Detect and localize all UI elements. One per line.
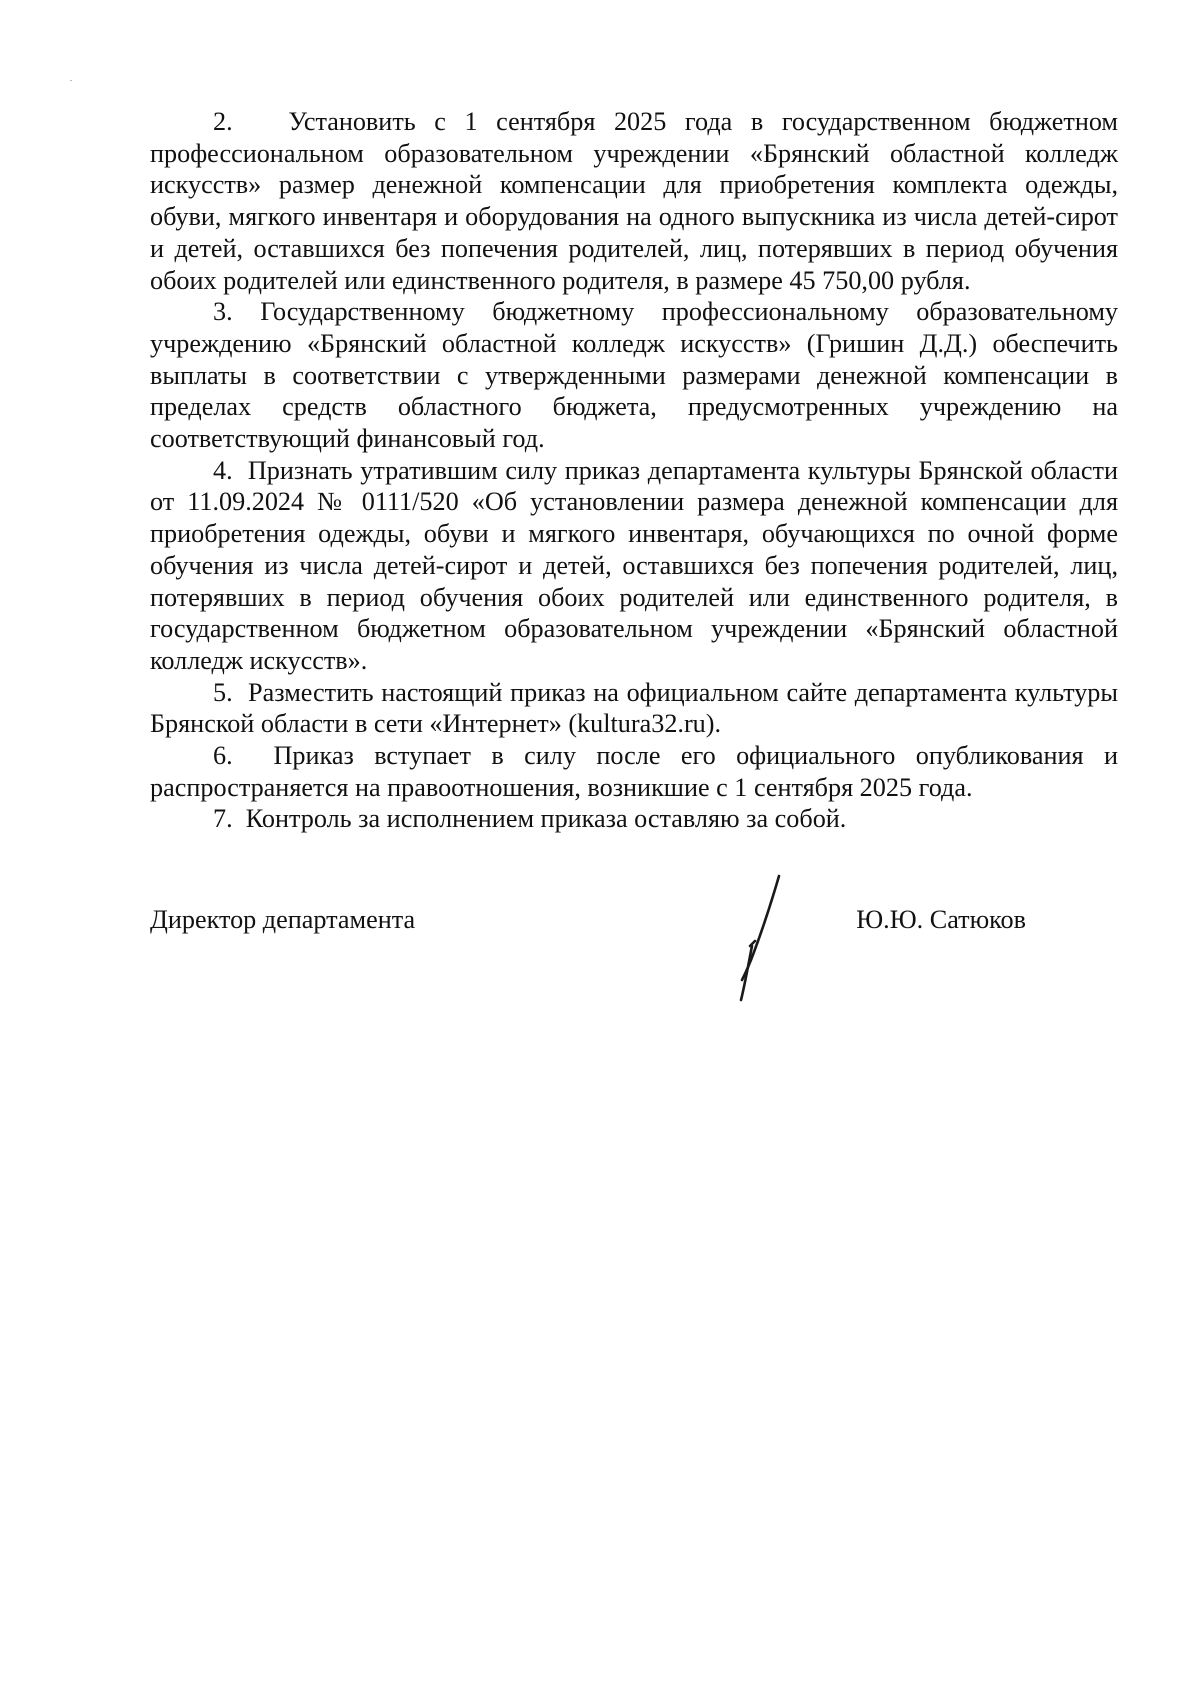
signature-block [150, 904, 1118, 944]
scan-speck [70, 80, 72, 81]
paragraph-number: 4. [213, 455, 233, 485]
paragraph-number: 6. [213, 741, 233, 771]
paragraph-5 [150, 677, 1118, 740]
paragraph-6 [150, 740, 1118, 803]
paragraph-4 [150, 455, 1118, 677]
paragraph-number: 2. [213, 107, 233, 136]
document-body [150, 106, 1118, 835]
paragraph-number: 5. [213, 677, 233, 707]
signatory-name: Ю.Ю. Сатюков [856, 905, 1026, 934]
paragraph-2 [150, 106, 1118, 296]
paragraph-number: 3. [213, 297, 233, 327]
paragraph-text: Установить с 1 сентября 2025 года в государственном бюджетном профессиональном образовательном учреждении «Брянский областной колледж искусств» размер денежной компенсации для приобретения комплекта одежды, обуви, мягкого инвентаря и оборудования на одного выпускника из числа детей-сирот и детей, оставшихся без попечения родителей, лиц, потерявших в период обучения обоих родителей или единственного родителя, в размере 45 750,00 рубля. [150, 107, 1119, 295]
paragraph-text: Приказ вступает в силу после его официального опубликования и распространяется на правоотношения, возникшие с 1 сентября 2025 года. [150, 741, 1119, 802]
paragraph-7 [150, 803, 1118, 835]
signatory-position: Директор департамента [150, 905, 416, 934]
paragraph-text: Государственному бюджетному профессиональному образовательному учреждению «Брянский областной колледж искусств» (Гришин Д.Д.) обеспечить выплаты в соответствии с утвержденными размерами денежной компенсации в пределах средств областного бюджета, предусмотренных учреждению на соответствующий финансовый год. [150, 297, 1119, 454]
paragraph-text: Контроль за исполнением приказа оставляю за собой. [245, 804, 847, 834]
paragraph-text: Признать утратившим силу приказ департамента культуры Брянской области от 11.09.2024 № 0111/520 «Об установлении размера денежной компенсации для приобретения одежды, обуви и мягкого инвентаря, обучающихся по очной форме обучения из числа детей-сирот и детей, оставшихся без попечения родителей, лиц, потерявших в период обучения обоих родителей или единственного родителя, в государственном бюджетном образовательном учреждении «Брянский областной колледж искусств». [150, 455, 1118, 675]
paragraph-3 [150, 296, 1118, 455]
paragraph-number: 7. [213, 804, 233, 834]
paragraph-text: Разместить настоящий приказ на официальном сайте департамента культуры Брянской области в сети «Интернет» (kultura32.ru). [150, 677, 1118, 739]
